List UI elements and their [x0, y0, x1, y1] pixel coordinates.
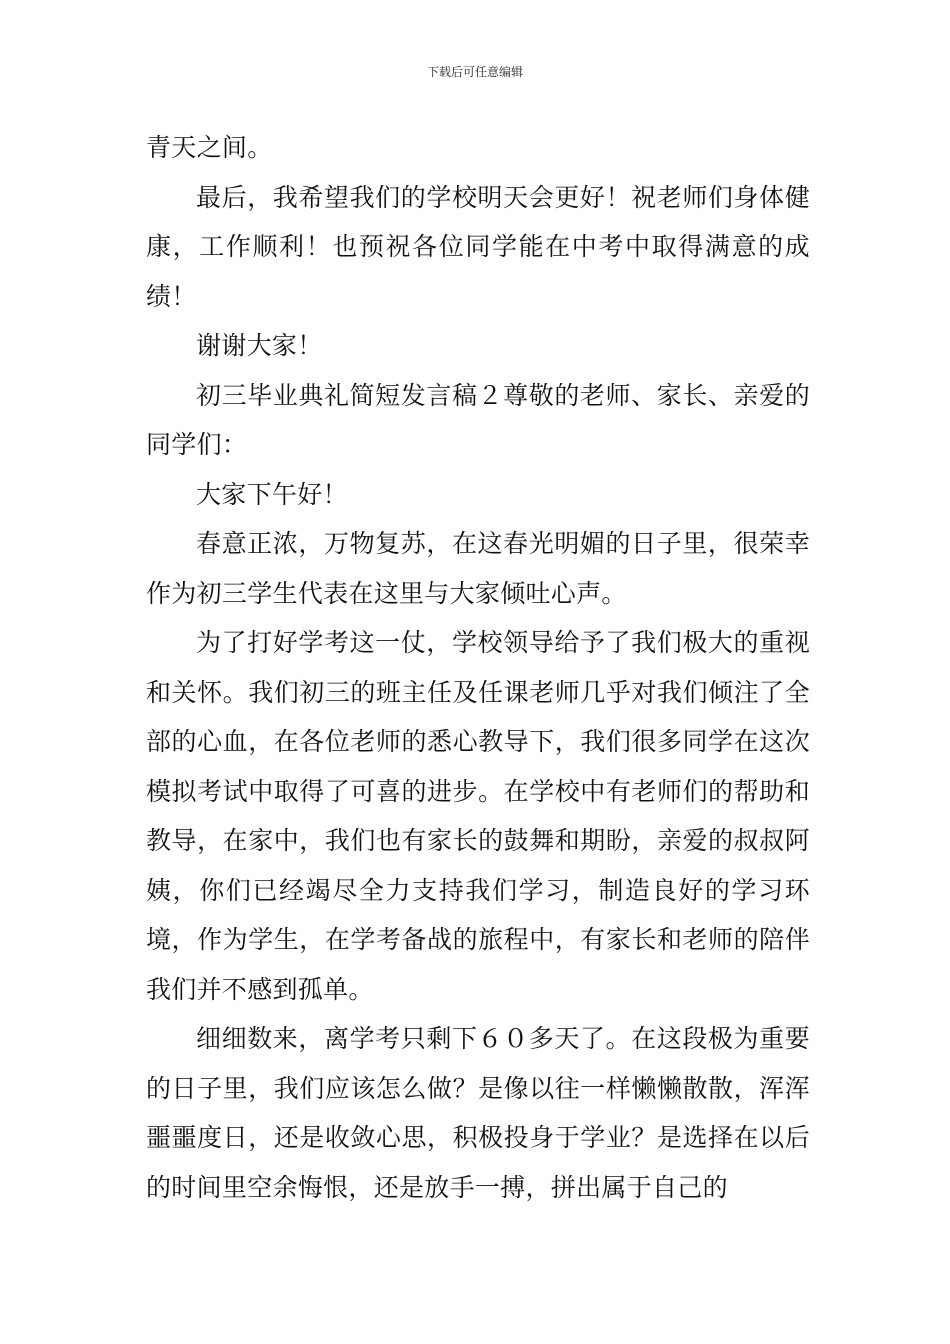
paragraph: 大家下午好！ [196, 479, 348, 509]
paragraph: 最后，我希望我们的学校明天会更好！祝老师们身体健康，工作顺利！也预祝各位同学能在中考中取得满意的成绩！ [146, 182, 810, 311]
document-body [146, 123, 810, 1212]
paragraph: 初三毕业典礼简短发言稿２尊敬的老师、家长、亲爱的同学们： [146, 380, 810, 459]
paragraph: 青天之间。 [146, 133, 273, 162]
page-header-note: 下载后可任意编辑 [426, 65, 523, 79]
paragraph: 谢谢大家！ [196, 331, 323, 360]
paragraph: 春意正浓，万物复苏，在这春光明媚的日子里，很荣幸作为初三学生代表在这里与大家倾吐心声。 [146, 529, 810, 608]
paragraph: 为了打好学考这一仗，学校领导给予了我们极大的重视和关怀。我们初三的班主任及任课老师几乎对我们倾注了全部的心血，在各位老师的悉心教导下，我们很多同学在这次模拟考试中取得了可喜的进步。在学校中有老师们的帮助和教导，在家中，我们也有家长的鼓舞和期盼，亲爱的叔叔阿姨，你们已经竭尽全力支持我们学习，制造良好的学习环境，作为学生，在学考备战的旅程中，有家长和老师的陪伴我们并不感到孤单。 [146, 628, 810, 1004]
paragraph: 细细数来，离学考只剩下６０多天了。在这段极为重要的日子里，我们应该怎么做？是像以往一样懒懒散散，浑浑噩噩度日，还是收敛心思，积极投身于学业？是选择在以后的时间里空余悔恨，还是放手一搏，拼出属于自己的 [146, 1024, 810, 1202]
